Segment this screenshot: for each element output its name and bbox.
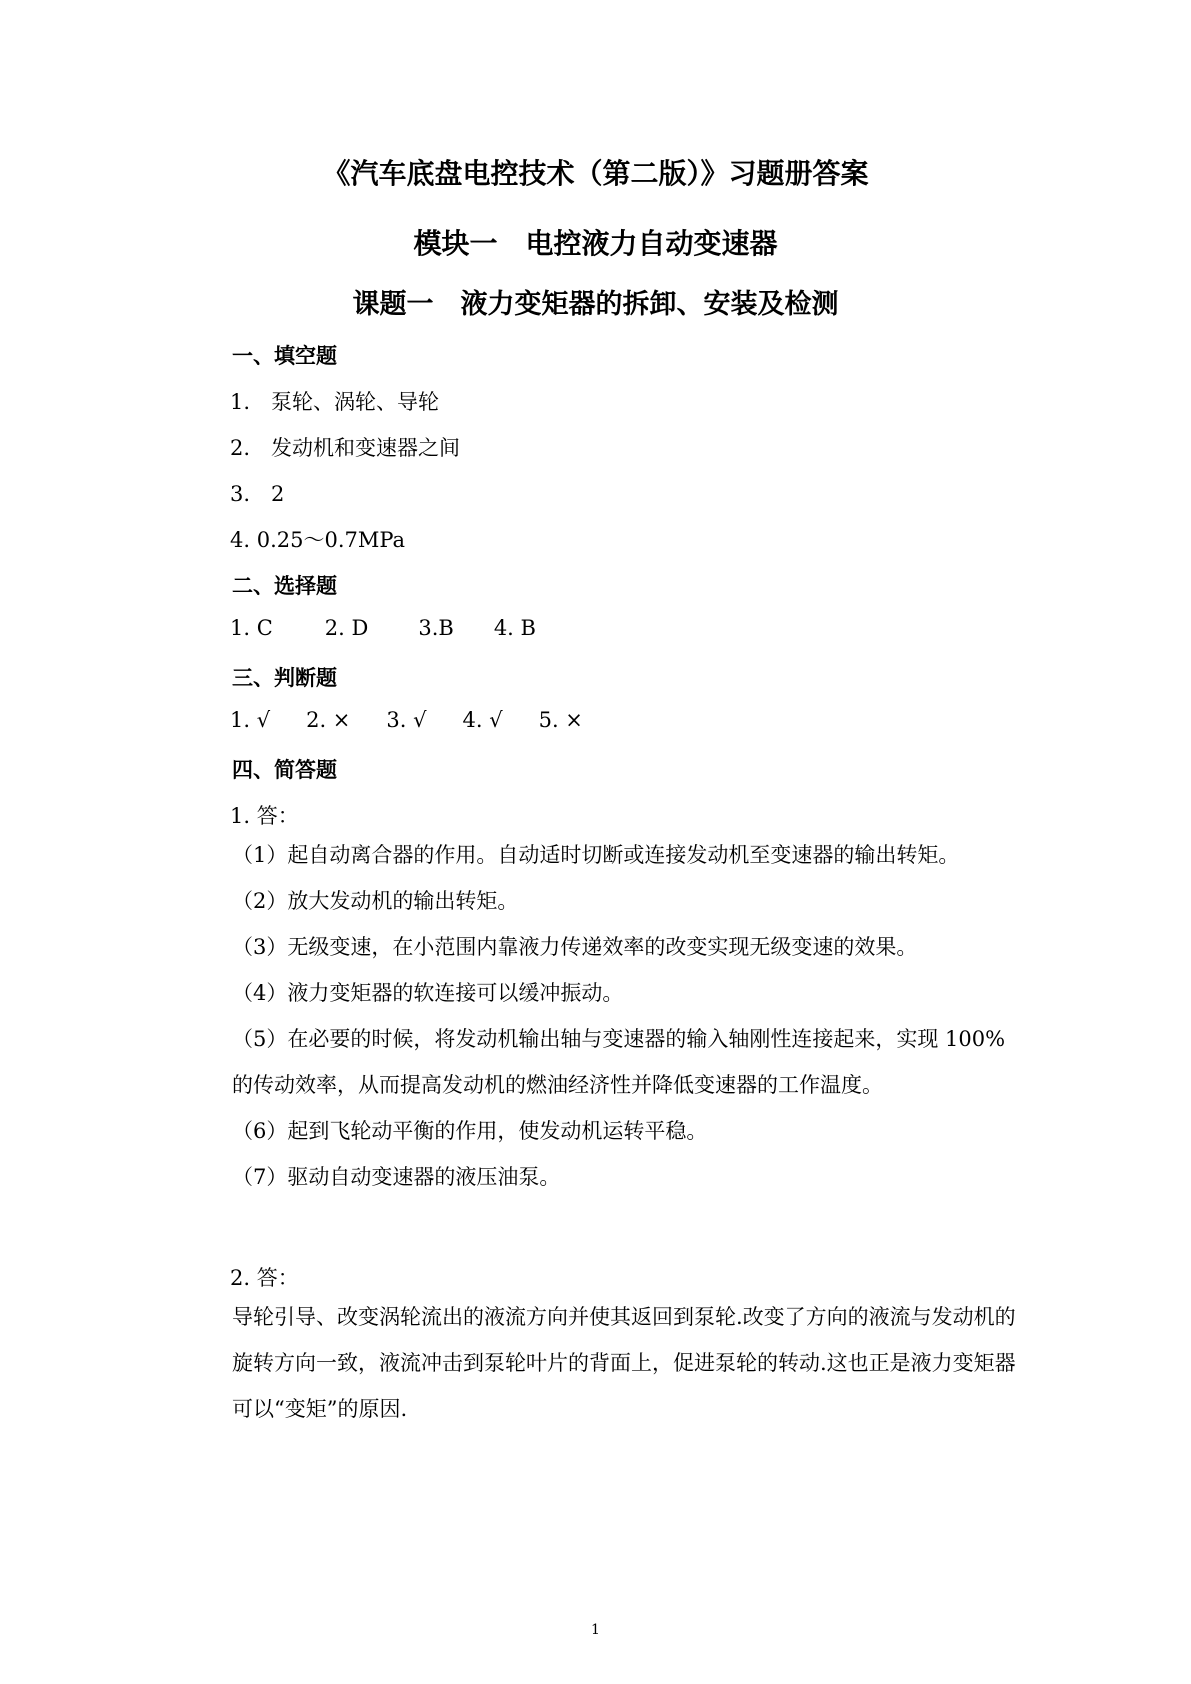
fill-answer-3: 3. 2 [230,482,285,506]
choice-answers [230,616,536,640]
choice-answer-2: 2. D [324,616,369,640]
judge-answer-3: 3. √ [386,708,427,732]
choice-answer-3: 3.B [418,616,454,640]
short-q1-point-5: （5）在必要的时候，将发动机输出轴与变速器的输入轴刚性连接起来，实现 100%的传动效率，从而提高发动机的燃油经济性并降低变速器的工作温度。 [232,1027,1006,1097]
fill-answer-4: 4. 0.25～0.7MPa [230,528,406,552]
short-q2-label: 2. 答： [230,1266,299,1290]
section-heading-judge: 三、判断题 [232,666,337,690]
section-heading-choice: 二、选择题 [232,574,337,598]
short-q1-point-2: （2）放大发动机的输出转矩。 [232,889,519,913]
choice-answer-4: 4. B [493,616,536,640]
judge-answer-4: 4. √ [462,708,503,732]
short-q1-point-1: （1）起自动离合器的作用。自动适时切断或连接发动机至变速器的输出转矩。 [232,843,960,867]
judge-answer-2: 2. × [306,708,351,732]
section-heading-short: 四、简答题 [232,758,337,782]
fill-answer-1: 1. 泵轮、涡轮、导轮 [230,390,440,414]
short-q1-point-6: （6）起到飞轮动平衡的作用，使发动机运转平稳。 [232,1119,708,1143]
short-q1-point-4: （4）液力变矩器的软连接可以缓冲振动。 [232,981,624,1005]
judge-answers [230,708,583,732]
short-q1-point-3: （3）无级变速，在小范围内靠液力传递效率的改变实现无级变速的效果。 [232,935,918,959]
document-title: 《汽车底盘电控技术（第二版）》习题册答案 [322,157,869,190]
choice-answer-1: 1. C [230,616,273,640]
short-q2-answer [180,1294,1020,1432]
topic-title: 课题一 液力变矩器的拆卸、安装及检测 [352,289,839,320]
judge-answer-1: 1. √ [230,708,271,732]
short-q1-label: 1. 答： [230,804,299,828]
judge-answer-5: 5. × [538,708,583,732]
section-heading-fill: 一、填空题 [232,344,337,368]
short-q1-point-7: （7）驱动自动变速器的液压油泵。 [232,1165,561,1189]
page-number: 1 [591,1622,600,1638]
module-title: 模块一 电控液力自动变速器 [413,227,778,260]
fill-answer-2: 2. 发动机和变速器之间 [230,436,461,460]
short-q1-answers [180,832,1020,1200]
short-q2-text: 导轮引导、改变涡轮流出的液流方向并使其返回到泵轮.改变了方向的液流与发动机的旋转方向一致，液流冲击到泵轮叶片的背面上，促进泵轮的转动.这也正是液力变矩器可以“变矩”的原因. [232,1305,1016,1421]
